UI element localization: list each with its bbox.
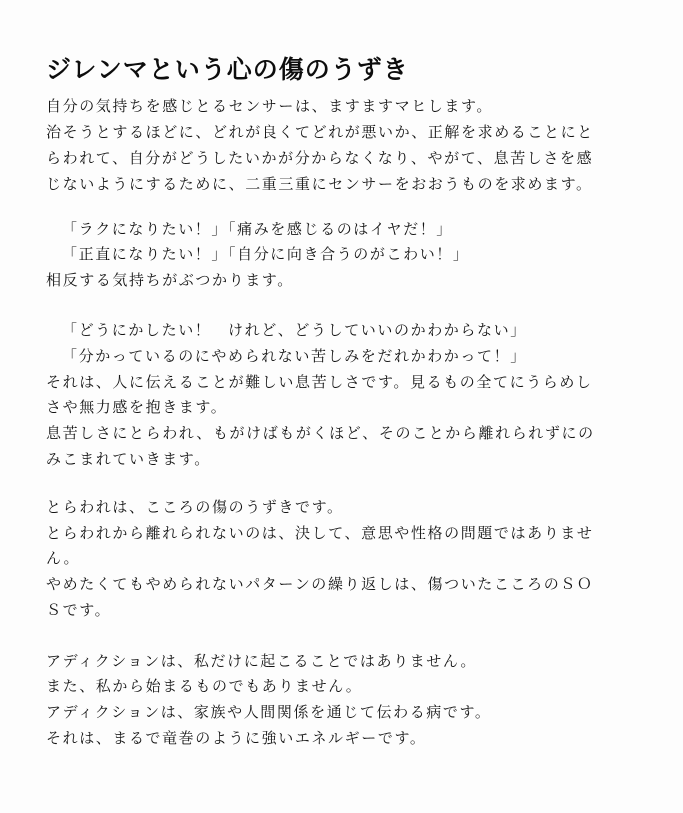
paragraph-line: 自分の気持ちを感じとるセンサーは、ますますマヒします。 [46, 97, 494, 115]
paragraph-line: それは、人に伝えることが難しい息苦しさです。見るもの全てにうらめし [46, 373, 593, 391]
paragraph-line: また、私から始まるものでもありません。 [46, 677, 363, 695]
paragraph-line: 息苦しさにとらわれ、もがけばもがくほど、そのことから離れられずにの [46, 424, 595, 442]
paragraph-line: じないようにするために、二重三重にセンサーをおおうものを求めます。 [46, 175, 593, 193]
quote-line: 「正直になりたい！」「自分に向き合うのがこわい！」 [62, 245, 470, 263]
document-title: ジレンマという心の傷のうずき [46, 55, 409, 84]
paragraph-line: とらわれから離れられないのは、決して、意思や性格の問題ではありませ [46, 524, 594, 542]
paragraph-line: とらわれは、こころの傷のうずきです。 [46, 498, 344, 516]
paragraph-line: それは、まるで竜巻のように強いエネルギーです。 [46, 729, 427, 747]
paragraph-line: らわれて、自分がどうしたいかが分からなくなり、やがて、息苦しさを感 [46, 149, 594, 167]
paragraph-line: みこまれていきます。 [46, 450, 211, 468]
paragraph-line: Ｓです。 [46, 601, 112, 619]
paragraph-line: ん。 [46, 549, 81, 567]
paragraph-line: アディクションは、家族や人間関係を通じて伝わる病です。 [46, 703, 492, 721]
paragraph-line: 相反する気持ちがぶつかります。 [46, 271, 294, 289]
quote-line: 「分かっているのにやめられない苦しみをだれかわかって！」 [62, 347, 527, 365]
paragraph-line: さや無力感を抱きます。 [46, 398, 228, 416]
paragraph-line: アディクションは、私だけに起こることではありません。 [46, 652, 478, 670]
paragraph-line: やめたくてもやめられないパターンの繰り返しは、傷ついたこころのＳＯ [46, 575, 594, 593]
quote-line: 「ラクになりたい！」「痛みを感じるのはイヤだ！」 [62, 220, 453, 238]
paragraph-line: 治そうとするほどに、どれが良くてどれが悪いか、正解を求めることにと [46, 123, 594, 141]
quote-line: 「どうにかしたい！ けれど、どうしていいのかわからない」 [62, 321, 527, 339]
